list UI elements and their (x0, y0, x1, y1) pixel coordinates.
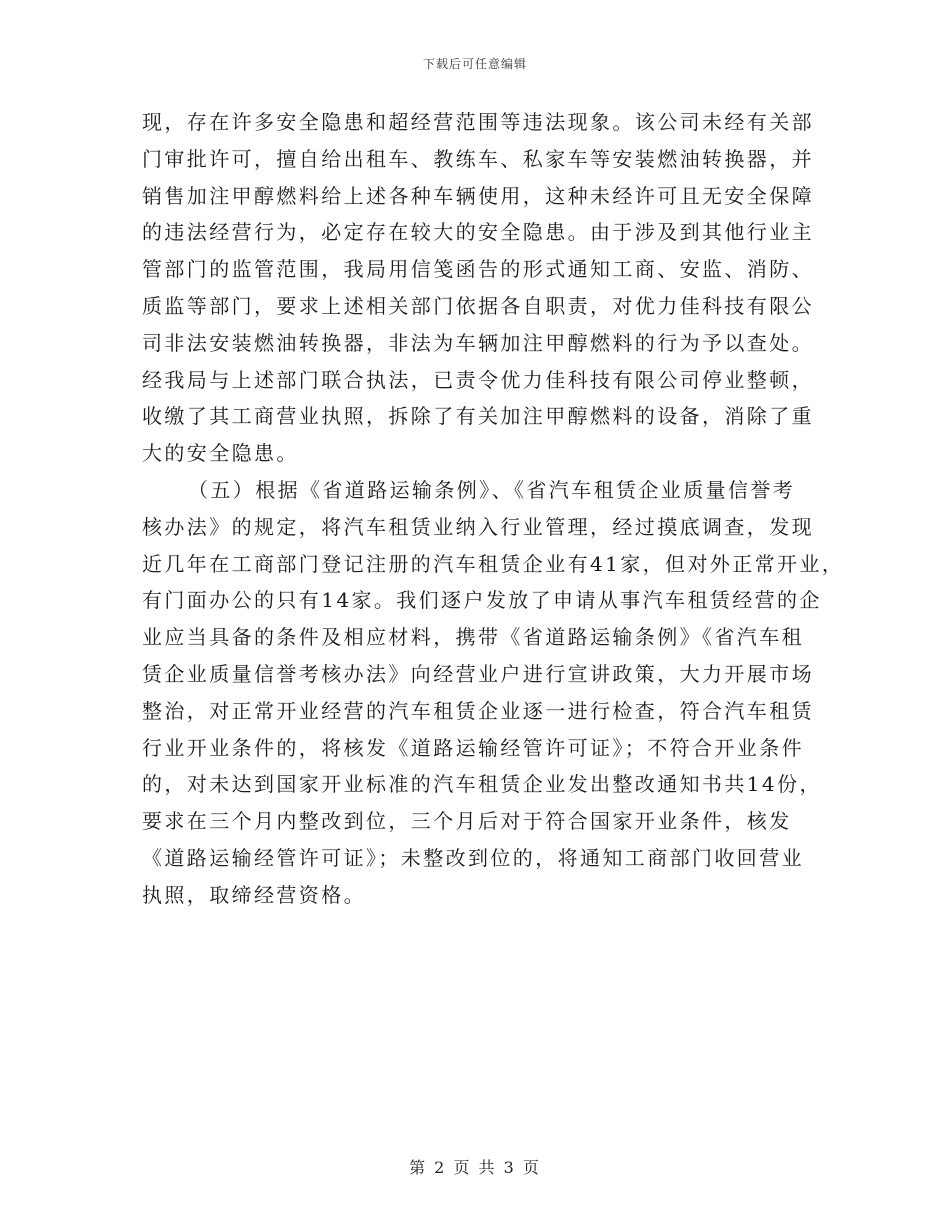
text-line: 经我局与上述部门联合执法，已责令优力佳科技有限公司停业整顿， (142, 367, 814, 392)
text-line: 赁企业质量信誉考核办法》向经营业户进行宣讲政策，大力开展市场 (142, 661, 814, 686)
text-line: 大的安全隐患。 (142, 441, 299, 466)
text-line: 行业开业条件的，将核发《道路运输经管许可证》；不符合开业条件 (142, 735, 804, 760)
text-line: 有门面办公的只有14家。我们逐户发放了申请从事汽车租赁经营的企 (142, 588, 822, 613)
text-line: 近几年在工商部门登记注册的汽车租赁企业有41家，但对外正常开业， (142, 551, 845, 576)
text-line: 管部门的监管范围，我局用信笺函告的形式通知工商、安监、消防、 (142, 257, 814, 282)
text-line: 执照，取缔经营资格。 (142, 882, 366, 907)
page-number: 第 2 页 共 3 页 (409, 1158, 541, 1177)
text-line: 质监等部门，要求上述相关部门依据各自职责，对优力佳科技有限公 (142, 293, 814, 318)
text-line: 核办法》的规定，将汽车租赁业纳入行业管理，经过摸底调查，发现 (142, 514, 814, 539)
text-line: 门审批许可，擅自给出租车、教练车、私家车等安装燃油转换器，并 (142, 146, 814, 171)
text-line: 《道路运输经管许可证》；未整改到位的，将通知工商部门收回营业 (142, 845, 804, 870)
text-line: 销售加注甲醇燃料给上述各种车辆使用，这种未经许可且无安全保障 (142, 183, 814, 208)
text-line: 要求在三个月内整改到位，三个月后对于符合国家开业条件，核发 (142, 809, 792, 834)
text-line: 业应当具备的条件及相应材料，携带《省道路运输条例》《省汽车租 (142, 625, 804, 650)
document-body (142, 104, 845, 914)
text-line: 整治，对正常开业经营的汽车租赁企业逐一进行检查，符合汽车租赁 (142, 698, 814, 723)
text-line: 司非法安装燃油转换器，非法为车辆加注甲醇燃料的行为予以查处。 (142, 330, 814, 355)
text-line: （五）根据《省道路运输条例》、《省汽车租赁企业质量信誉考 (188, 477, 796, 502)
text-line: 的，对未达到国家开业标准的汽车租赁企业发出整改通知书共14份， (142, 772, 822, 797)
text-line: 现，存在许多安全隐患和超经营范围等违法现象。该公司未经有关部 (142, 110, 814, 134)
page-header: 下载后可任意编辑 (422, 57, 527, 71)
text-line: 收缴了其工商营业执照，拆除了有关加注甲醇燃料的设备，消除了重 (142, 404, 814, 429)
text-line: 的违法经营行为，必定存在较大的安全隐患。由于涉及到其他行业主 (142, 220, 814, 245)
